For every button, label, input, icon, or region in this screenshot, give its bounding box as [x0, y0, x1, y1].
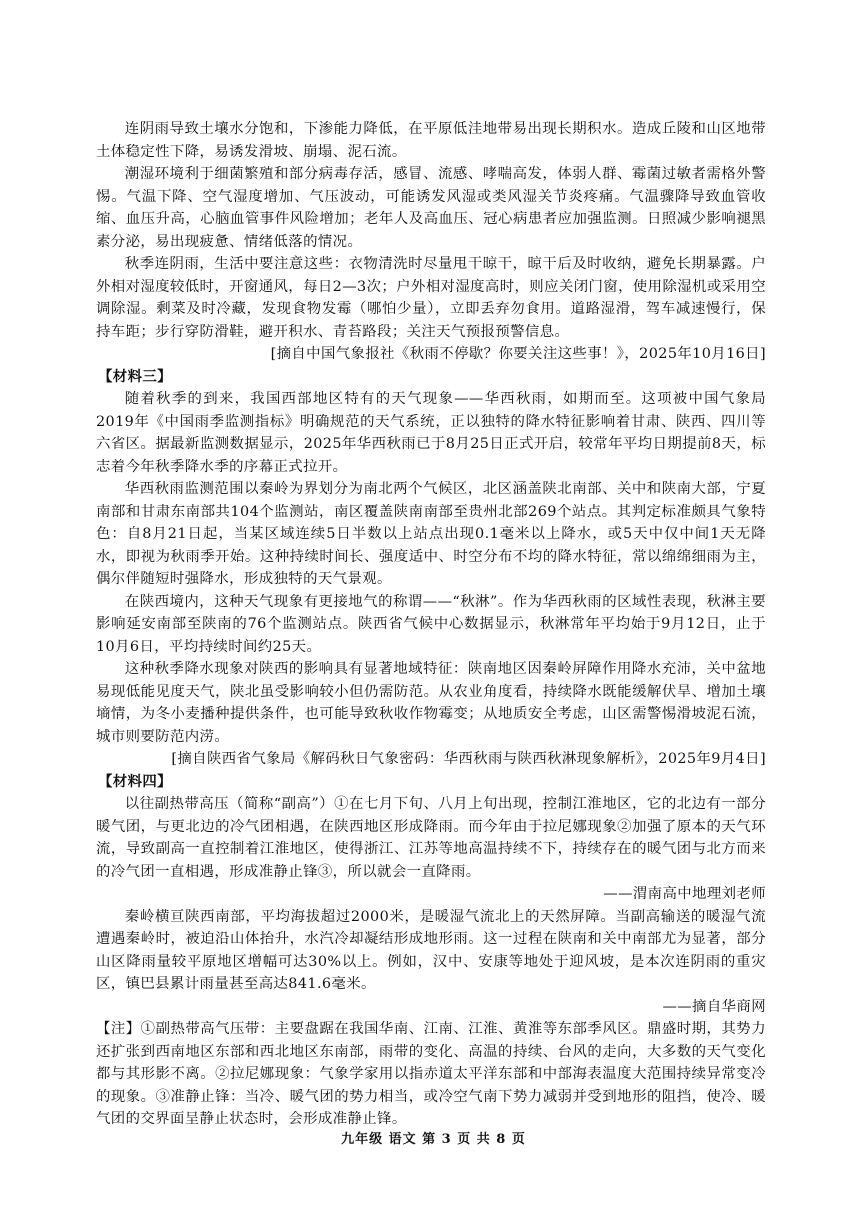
- paragraph-tips: 秋季连阴雨，生活中要注意这些：衣物清洗时尽量甩干晾干，晾干后及时收纳，避免长期暴露。户外相对湿度较低时，开窗通风，每日2—3次；户外相对湿度高时，则应关闭门窗，使用除湿机或采用空调除湿。剩菜及时冷藏，发现食物发霉（哪怕少量），立即丢弃勿食用。道路湿滑，驾车减速慢行，保持车距；步行穿防滑鞋，避开积水、青苔路段；关注天气预报预警信息。: [96, 256, 766, 340]
- material-3-paragraph: 在陕西境内，这种天气现象有更接地气的称谓——“秋淋”。作为华西秋雨的区域性表现，秋淋主要影响延安南部至陕南的76个监测站点。陕西省气候中心数据显示，秋淋常年平均始于9月12日，止于10月6日，平均持续时间约25天。: [96, 593, 766, 655]
- document-body: [96, 118, 766, 1131]
- source-2: ——摘自华商网: [662, 998, 766, 1015]
- source-1: ——渭南高中地理刘老师: [603, 886, 766, 902]
- material-4-paragraph: 秦岭横亘陕西南部，平均海拔超过2000米，是暖湿气流北上的天然屏障。当副高输送的暖湿气流遭遇秦岭时，被迫沿山体抬升，水汽冷却凝结形成地形雨。这一过程在陕南和关中南部尤为显著，部分山区降雨量较平原地区增幅可达30%以上。例如，汉中、安康等地处于迎风坡，是本次连阴雨的重灾区，镇巴县累计雨量甚至高达841.6毫米。: [96, 908, 766, 992]
- material-4-heading: 【材料四】: [98, 772, 172, 790]
- citation-1: [摘自中国气象报社《秋雨不停歇？你要关注这些事！》，2025年10月16日]: [270, 346, 766, 362]
- citation-2: [摘自陕西省气象局《解码秋日气象密码：华西秋雨与陕西秋淋现象解析》，2025年9月4日]: [171, 751, 766, 767]
- material-3-heading: 【材料三】: [98, 367, 172, 385]
- material-3-paragraph: 随着秋季的到来，我国西部地区特有的天气现象——华西秋雨，如期而至。这项被中国气象局2019年《中国雨季监测指标》明确规范的天气系统，正以独特的降水特征影响着甘肃、陕西、四川等六省区。据最新监测数据显示，2025年华西秋雨已于8月25日正式开启，较常年平均日期提前8天，标志着今年秋季降水季的序幕正式拉开。: [96, 391, 766, 475]
- material-3-paragraph: 华西秋雨监测范围以秦岭为界划分为南北两个气候区，北区涵盖陕北南部、关中和陕南大部，宁夏南部和甘肃东南部共104个监测站，南区覆盖陕南南部至贵州北部269个站点。其判定标准颇具气象特色：自8月21日起，当某区域连续5日半数以上站点出现0.1毫米以上降水，或5天中仅中间1天无降水，即视为秋雨季开始。这种持续时间长、强度适中、时空分布不均的降水特征，常以绵绵细雨为主，偶尔伴随短时强降水，形成独特的天气景观。: [96, 481, 766, 587]
- material-3-paragraph: 这种秋季降水现象对陕西的影响具有显著地域特征：陕南地区因秦岭屏障作用降水充沛，关中盆地易现低能见度天气，陕北虽受影响较小但仍需防范。从农业角度看，持续降水既能缓解伏旱、增加土壤墒情，为冬小麦播种提供条件，也可能导致秋收作物霉变；从地质安全考虑，山区需警惕滑坡泥石流，城市则要防范内涝。: [96, 661, 766, 745]
- material-4-paragraph: 以往副热带高压（简称“副高”）①在七月下旬、八月上旬出现，控制江淮地区，它的北边有一部分暖气团，与更北边的冷气团相遇，在陕西地区形成降雨。而今年由于拉尼娜现象②加强了原本的天气环流，导致副高一直控制着江淮地区，使得浙江、江苏等地高温持续不下，持续存在的暖气团与北方而来的冷气团一直相遇，形成准静止锋③，所以就会一直降雨。: [96, 796, 766, 880]
- paragraph-health: 潮湿环境利于细菌繁殖和部分病毒存活，感冒、流感、哮喘高发，体弱人群、霉菌过敏者需格外警惕。气温下降、空气湿度增加、气压波动，可能诱发风湿或类风湿关节炎疼痛。气温骤降导致血管收缩、血压升高，心脑血管事件风险增加；老年人及高血压、冠心病患者应加强监测。日照减少影响褪黑素分泌，易出现疲惫、情绪低落的情况。: [96, 166, 766, 250]
- page-footer: 九年级 语文 第 3 页 共 8 页: [341, 1132, 526, 1147]
- paragraph-soil: 连阴雨导致土壤水分饱和，下渗能力降低，在平原低洼地带易出现长期积水。造成丘陵和山区地带土体稳定性下降，易诱发滑坡、崩塌、泥石流。: [96, 121, 766, 160]
- footnote: 【注】①副热带高气压带：主要盘踞在我国华南、江南、江淮、黄淮等东部季风区。鼎盛时期，其势力还扩张到西南地区东部和西北地区东南部，雨带的变化、高温的持续、台风的走向，大多数的天气变化都与其形影不离。②拉尼娜现象：气象学家用以指赤道太平洋东部和中部海表温度大范围持续异常变冷的现象。③准静止锋：当冷、暖气团的势力相当，或冷空气南下势力减弱并受到地形的阻挡，使冷、暖气团的交界面呈静止状态时，会形成准静止锋。: [96, 1021, 766, 1127]
